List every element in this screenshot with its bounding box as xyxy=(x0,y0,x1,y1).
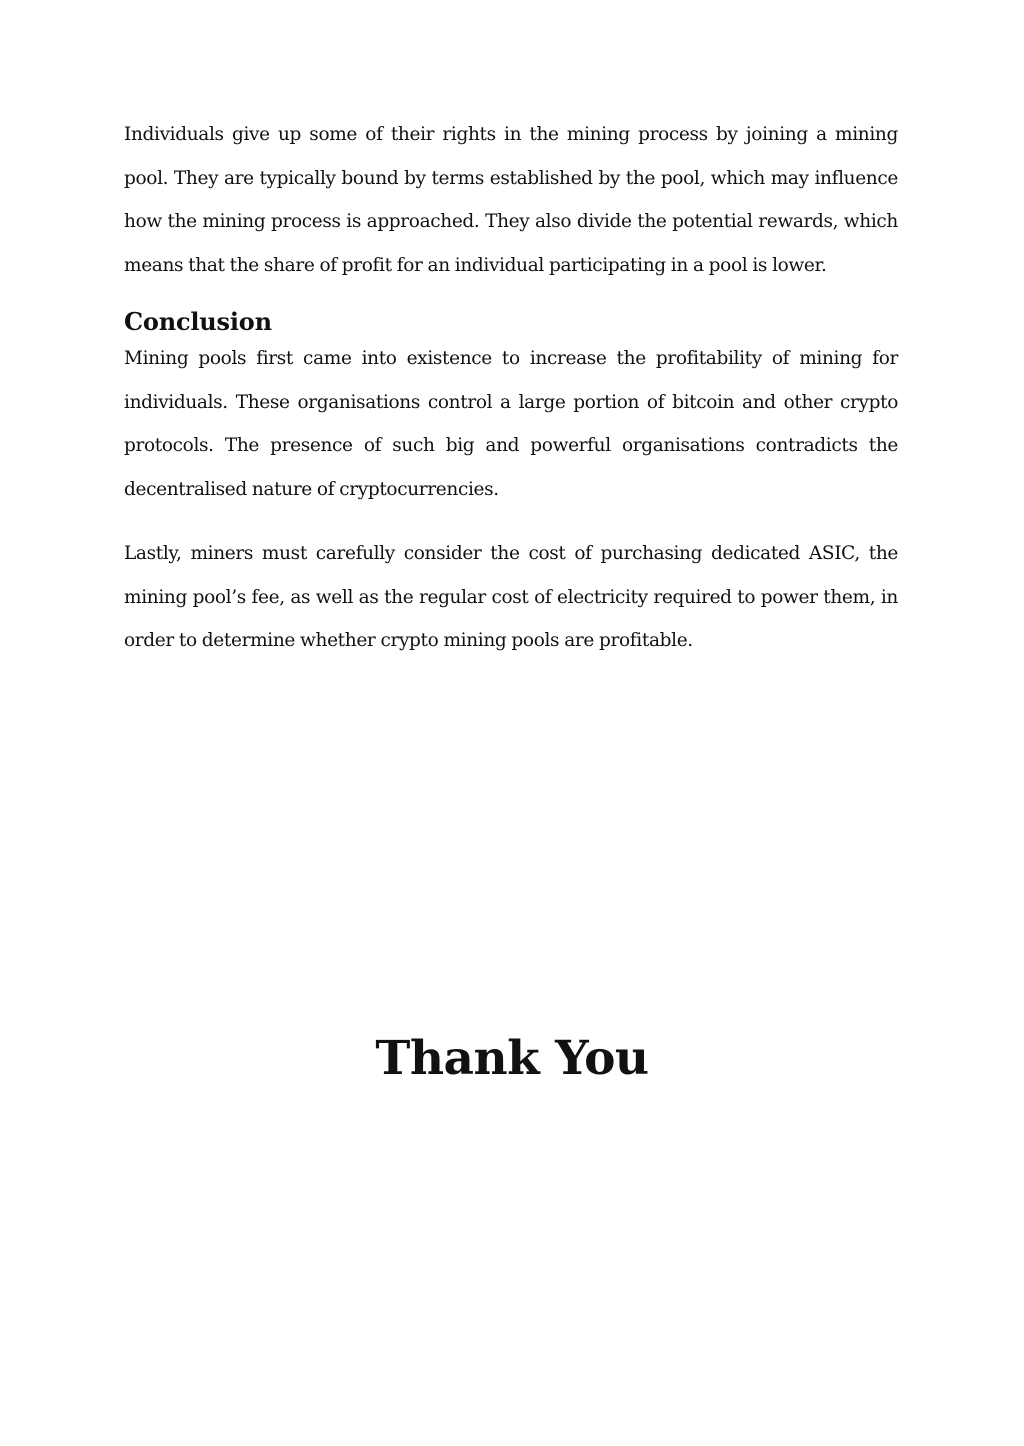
intro-paragraph: Individuals give up some of their rights in the mining process by joining a mining pool. They are typically bound by terms established by the pool, which may influence how the mining process is approached. They also divide the potential rewards, which means that the share of profit for an individual participating in a pool is lower. xyxy=(124,124,898,276)
conclusion-paragraph: Mining pools first came into existence to increase the profitability of mining for individuals. These organisations control a large portion of bitcoin and other crypto protocols. The presence of such big and powerful organisations contradicts the decentralised nature of cryptocurrencies. xyxy=(124,348,898,500)
paragraph-spacer xyxy=(124,511,898,532)
thank-you-title: Thank You xyxy=(375,1031,649,1086)
document-body xyxy=(124,113,898,663)
closing-paragraph: Lastly, miners must carefully consider the cost of purchasing dedicated ASIC, the mining pool’s fee, as well as the regular cost of electricity required to power them, in order to determine whether crypto mining pools are profitable. xyxy=(124,543,898,651)
conclusion-heading: Conclusion xyxy=(124,307,272,336)
